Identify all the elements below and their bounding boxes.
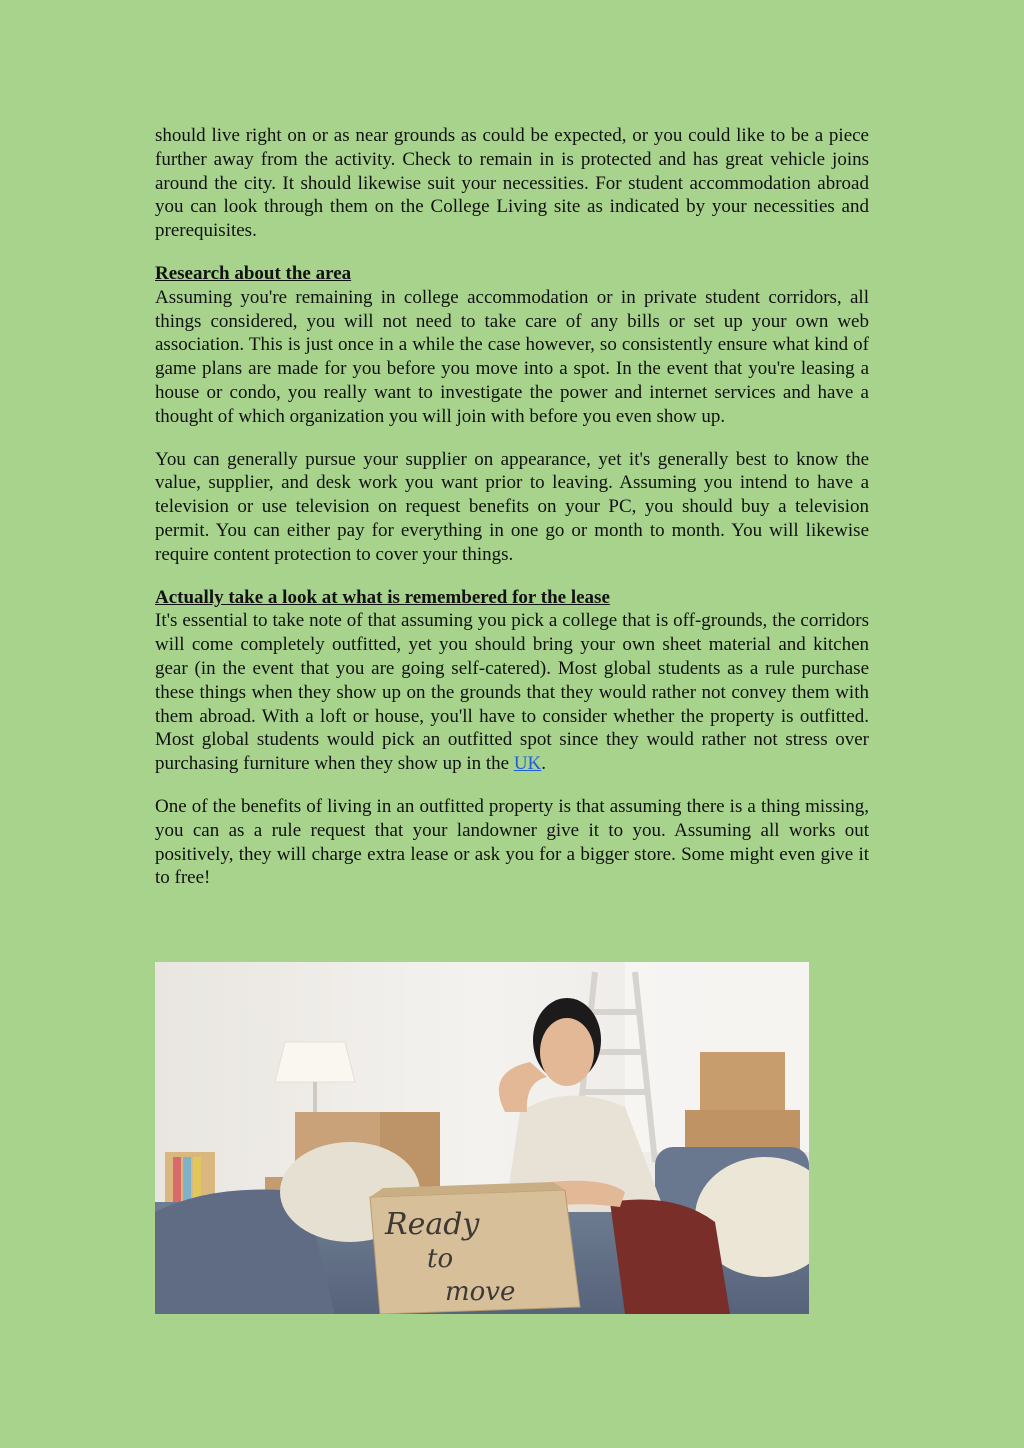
moving-photo <box>155 962 809 1314</box>
box-text-3: move <box>445 1277 516 1307</box>
section-heading-lease: Actually take a look at what is remembered for the lease <box>155 586 610 608</box>
section1-paragraph-2: You can generally pursue your supplier on appearance, yet it's generally best to know the value, supplier, and desk work you want prior to leaving. Assuming you intend to have a television or use television on request benefits on your PC, you should buy a television permit. You can either pay for everything in one go or month to month. You will likewise require content protection to cover your things. <box>155 448 869 565</box>
section2-paragraph-1-text: It's essential to take note of that assuming you pick a college that is off-grounds, the corridors will come completely outfitted, yet you should bring your own sheet material and kitchen gear (in the event that you are going self-catered). Most global students as a rule purchase these things when they show up on the grounds that they would rather not convey them with them abroad. With a loft or house, you'll have to consider whether the property is outfitted. Most global students would pick an outfitted spot since they would rather not stress over purchasing furniture when they show up in the <box>155 610 869 775</box>
section1-paragraph-1: Assuming you're remaining in college accommodation or in private student corridors, all things considered, you will not need to take care of any bills or set up your own web association. This is just once in a while the case however, so consistently ensure what kind of game plans are made for you before you move into a spot. In the event that you're leasing a house or condo, you really want to investigate the power and internet services and have a thought of which organization you will join with before you even show up. <box>155 286 869 427</box>
box-text-1: Ready <box>385 1207 480 1242</box>
intro-paragraph: should live right on or as near grounds as could be expected, or you could like to be a piece further away from the activity. Check to remain in is protected and has great vehicle joins around the city. It should likewise suit your necessities. For student accommodation abroad you can look through them on the College Living site as indicated by your necessities and prerequisites. <box>155 125 869 242</box>
section-heading-research: Research about the area <box>155 262 352 284</box>
article-body <box>155 124 869 909</box>
box-text-2: to <box>427 1244 454 1274</box>
box-right-1 <box>700 1052 785 1112</box>
uk-link[interactable]: UK <box>513 753 542 775</box>
section2-paragraph-1-end: . <box>541 753 547 775</box>
section2-paragraph-2: One of the benefits of living in an outfitted property is that assuming there is a thing missing, you can as a rule request that your landowner give it to you. Assuming all works out positively, they will charge extra lease or ask you for a bigger store. Some might even give it to free! <box>155 795 869 889</box>
section2-paragraph-1 <box>155 609 869 776</box>
ready-to-move-box <box>370 1182 580 1314</box>
moving-photo-illustration <box>155 962 809 1314</box>
